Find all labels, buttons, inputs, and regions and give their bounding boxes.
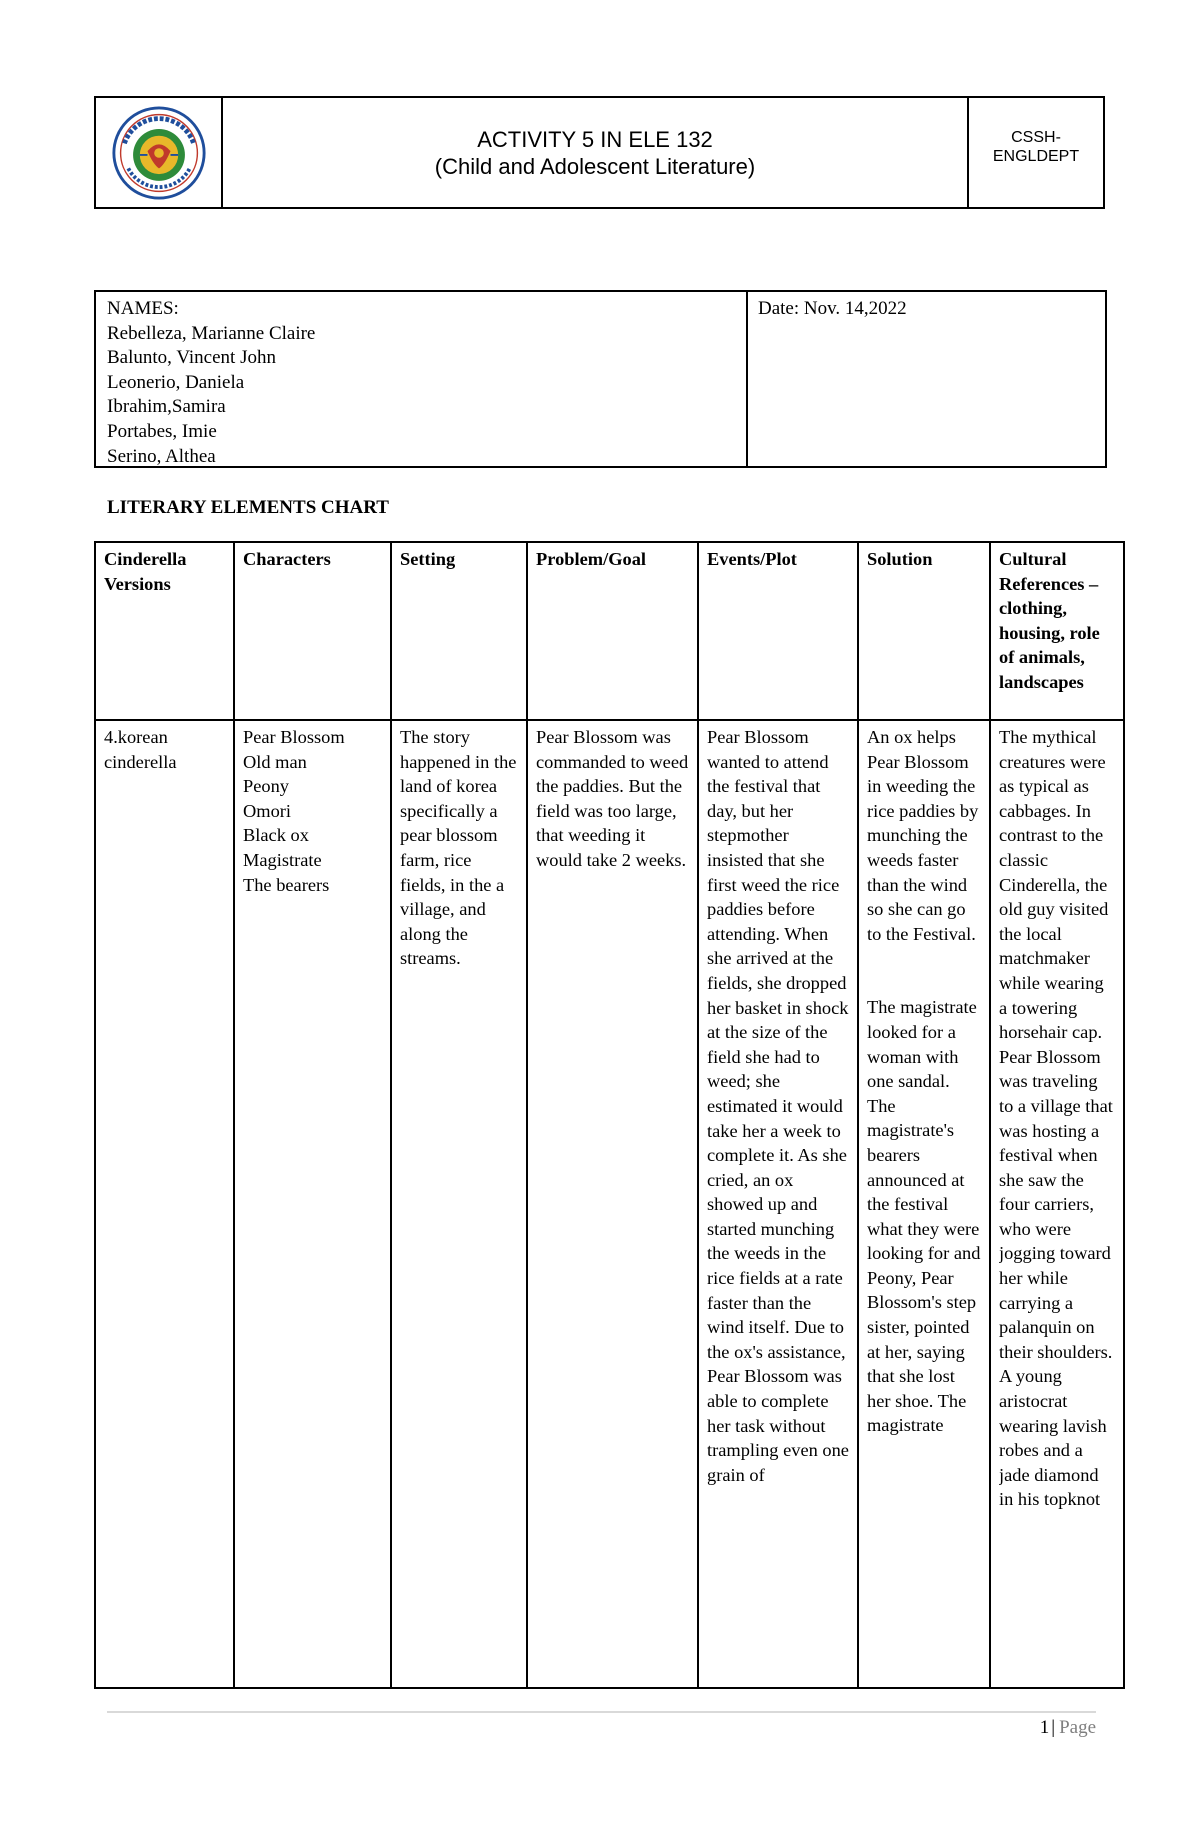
solution-text-part2: The magistrate looked for a woman with one sandal. The magistrate's bearers announced at the festival what they were looking for and Peony, Pear Blossom's step sister, pointed at her, saying that she lost her shoe. The magistrate bbox=[867, 997, 981, 1436]
cell-cultural bbox=[990, 720, 1124, 1688]
header-cultural: Cultural References – clothing, housing, role of animals, landscapes bbox=[990, 542, 1124, 720]
solution-text-part1: An ox helps Pear Blossom in weeding the rice paddies by munching the weeds faster than the wind so she can go to the Festival. bbox=[867, 727, 979, 944]
setting-text: The story happened in the land of korea specifically a pear blossom farm, rice fields, in the a village, and along the streams. bbox=[400, 727, 517, 969]
header-problem: Problem/Goal bbox=[527, 542, 698, 720]
page-footer bbox=[1040, 1716, 1096, 1740]
version-text: 4.korean cinderella bbox=[104, 727, 177, 772]
problem-text: Pear Blossom was commanded to weed the paddies. But the field was too large, that weeding it would take 2 weeks. bbox=[536, 727, 689, 870]
name-entry: Portabes, Imie bbox=[107, 420, 217, 442]
cultural-text: The mythical creatures were as typical as cabbages. In contrast to the classic Cinderella, the old guy visited the local matchmaker while wearing a towering horsehair cap. Pear Blossom was traveling to a village that was hosting a festival when she saw the four carriers, who were jogging toward her while carrying a palanquin on their shoulders. A young aristocrat wearing lavish robes and a jade diamond in his topknot bbox=[999, 727, 1113, 1510]
cell-version bbox=[95, 720, 234, 1688]
activity-header bbox=[94, 96, 1105, 209]
activity-title-line1: ACTIVITY 5 IN ELE 132 bbox=[477, 126, 713, 152]
date-text: Date: Nov. 14,2022 bbox=[758, 298, 907, 319]
activity-title bbox=[223, 98, 969, 207]
character-item: The bearers bbox=[243, 874, 330, 895]
activity-title-line2: (Child and Adolescent Literature) bbox=[434, 153, 756, 179]
cell-characters bbox=[234, 720, 391, 1688]
page-label: Page bbox=[1059, 1717, 1096, 1738]
header-versions: Cinderella Versions bbox=[95, 542, 234, 720]
footer-divider bbox=[107, 1711, 1096, 1713]
page-separator: | bbox=[1051, 1717, 1056, 1738]
university-seal-logo bbox=[111, 105, 207, 201]
character-item: Omori bbox=[243, 800, 292, 821]
names-list bbox=[96, 292, 748, 466]
character-item: Magistrate bbox=[243, 849, 322, 870]
solution-content bbox=[867, 725, 981, 1680]
header-solution: Solution bbox=[858, 542, 990, 720]
events-text: Pear Blossom wanted to attend the festival that day, but her stepmother insisted that she first weed the rice paddies before attending. When she arrived at the fields, she dropped her basket in shock at the size of the field she had to weed; she estimated it would take her a week to complete it. As she cried, an ox showed up and started munching the weeds in the rice fields at a rate faster than the wind itself. Due to the ox's assistance, Pear Blossom was able to complete her task without trampling even one grain of bbox=[707, 727, 849, 1485]
department-line1: CSSH- bbox=[1011, 129, 1061, 146]
literary-elements-table bbox=[94, 541, 1125, 1689]
date-cell bbox=[748, 292, 1105, 466]
department-code bbox=[969, 98, 1103, 207]
character-item: Pear Blossom bbox=[243, 727, 345, 747]
character-item: Old man bbox=[243, 751, 307, 772]
name-entry: Rebelleza, Marianne Claire bbox=[107, 322, 316, 344]
character-item: Black ox bbox=[243, 825, 309, 846]
cell-events bbox=[698, 720, 858, 1688]
character-item: Peony bbox=[243, 776, 289, 797]
chart-heading: LITERARY ELEMENTS CHART bbox=[107, 497, 389, 518]
name-entry: Balunto, Vincent John bbox=[107, 347, 276, 369]
solution-spacer bbox=[867, 946, 981, 995]
logo-cell bbox=[96, 98, 223, 207]
table-row bbox=[95, 720, 1124, 1688]
names-label: NAMES: bbox=[107, 298, 179, 319]
name-entry: Serino, Althea bbox=[107, 445, 216, 467]
page-number: 1 bbox=[1039, 1717, 1050, 1738]
cell-problem bbox=[527, 720, 698, 1688]
header-events: Events/Plot bbox=[698, 542, 858, 720]
header-setting: Setting bbox=[391, 542, 527, 720]
header-characters: Characters bbox=[234, 542, 391, 720]
name-entry: Ibrahim,Samira bbox=[107, 396, 226, 418]
characters-list bbox=[243, 725, 382, 1680]
cell-setting bbox=[391, 720, 527, 1688]
table-header-row bbox=[95, 542, 1124, 720]
department-line2: ENGLDEPT bbox=[992, 148, 1080, 165]
names-box bbox=[94, 290, 1107, 468]
name-entry: Leonerio, Daniela bbox=[107, 371, 245, 393]
cell-solution bbox=[858, 720, 990, 1688]
